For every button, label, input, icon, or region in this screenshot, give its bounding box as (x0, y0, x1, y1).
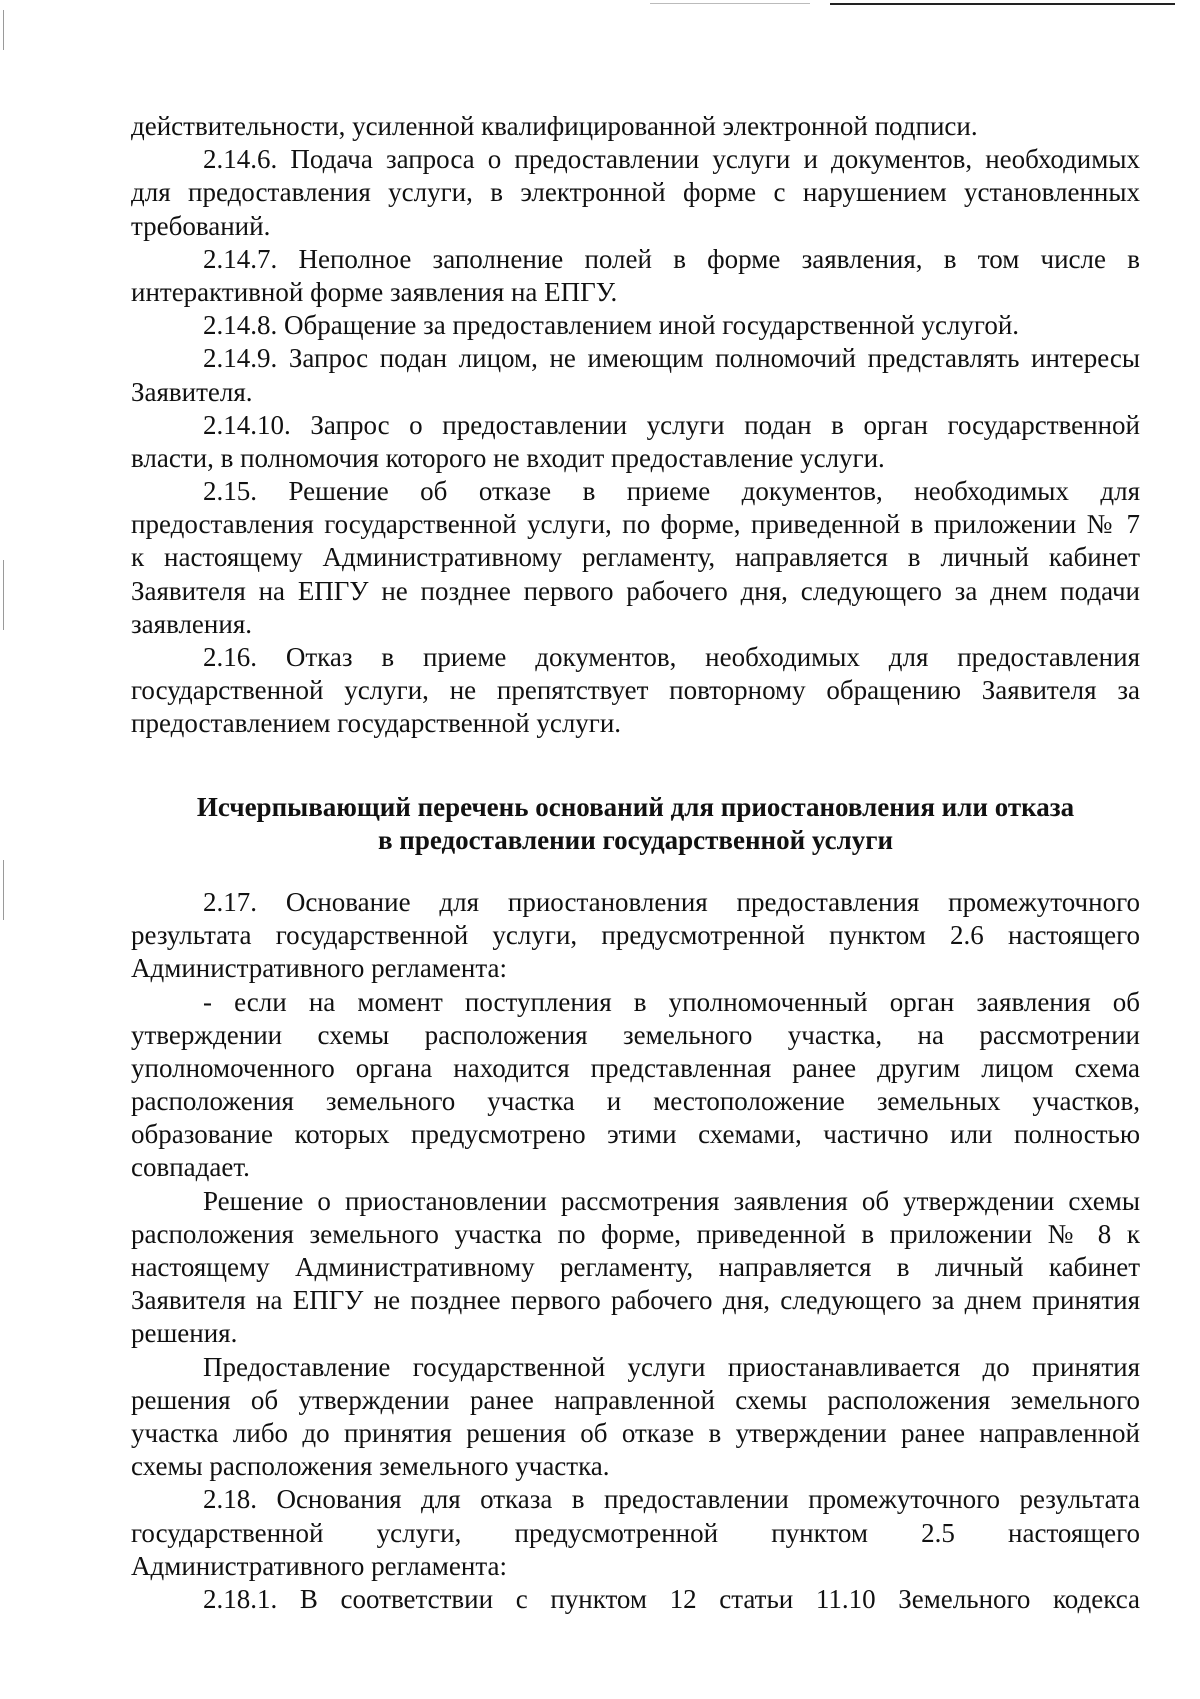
text-line: предоставлением государственной услуги. (131, 708, 622, 739)
text-line: настоящему Административному регламенту, направляется в личный кабинет (131, 1252, 1140, 1282)
text-line: 2.18.1. В соответствии с пунктом 12 статьи 11.10 Земельного кодекса (203, 1583, 1140, 1614)
text-line: Административного регламента: (131, 953, 507, 984)
text-line: 2.16. Отказ в приеме документов, необходимых для предоставления (203, 642, 1140, 672)
scan-edge-line (830, 3, 1175, 5)
text-line: участка либо до принятия решения об отказе в утверждении ранее направленной (131, 1417, 1140, 1448)
text-line: для предоставления услуги, в электронной форме с нарушением установленных (131, 177, 1140, 208)
text-line: Заявителя на ЕПГУ не позднее первого рабочего дня, следующего за днем подачи (131, 575, 1140, 606)
text-line: Административного регламента: (131, 1550, 507, 1581)
text-line: Заявителя на ЕПГУ не позднее первого рабочего дня, следующего за днем принятия (131, 1285, 1140, 1316)
text-line: образование которых предусмотрено этими схемами, частично или полностью (131, 1119, 1140, 1150)
text-line: государственной услуги, не препятствует повторному обращению Заявителя за (131, 675, 1140, 706)
text-line: решения. (131, 1318, 238, 1349)
scan-margin-mark (3, 860, 4, 920)
text-line: схемы расположения земельного участка. (131, 1451, 610, 1482)
text-line: требований. (131, 210, 271, 241)
text-line: действительности, усиленной квалифицированной электронной подписи. (131, 111, 978, 141)
text-line: 2.17. Основание для приостановления предоставления промежуточного (203, 886, 1140, 917)
text-line: решения об утверждении ранее направленной схемы расположения земельного (131, 1384, 1140, 1415)
text-line: к настоящему Административному регламенту, направляется в личный кабинет (131, 542, 1140, 573)
section-heading-line-2: в предоставлении государственной услуги (377, 824, 894, 855)
text-line: заявления. (131, 608, 252, 639)
text-line: утверждении схемы расположения земельного участка, на рассмотрении (131, 1019, 1140, 1050)
scan-margin-mark (3, 560, 4, 630)
section-suspension-grounds (131, 886, 1140, 1616)
scan-margin-mark (3, 10, 4, 50)
document-body (131, 110, 1140, 1616)
text-line: 2.18. Основания для отказа в предоставлении промежуточного результата (203, 1484, 1140, 1515)
text-line: 2.15. Решение об отказе в приеме документов, необходимых для (203, 476, 1140, 507)
text-line: интерактивной форме заявления на ЕПГУ. (131, 276, 618, 307)
scan-edge-line (650, 3, 810, 4)
text-line: Предоставление государственной услуги приостанавливается до принятия (203, 1351, 1140, 1382)
text-line: расположения земельного участка по форме, приведенной в приложении № 8 к (131, 1218, 1140, 1249)
text-line: предоставления государственной услуги, по форме, приведенной в приложении № 7 (131, 509, 1140, 540)
text-line: Заявителя. (131, 376, 253, 407)
section-heading-line-1: Исчерпывающий перечень оснований для приостановления или отказа (196, 791, 1075, 822)
text-line: 2.14.8. Обращение за предоставлением иной государственной услугой. (203, 310, 1020, 341)
text-line: власти, в полномочия которого не входит предоставление услуги. (131, 442, 885, 473)
text-line: - если на момент поступления в уполномоченный орган заявления об (203, 986, 1140, 1017)
section-rejection-grounds (131, 110, 1140, 741)
text-line: 2.14.9. Запрос подан лицом, не имеющим полномочий представлять интересы (203, 343, 1140, 374)
text-line: уполномоченного органа находится представленная ранее другим лицом схема (131, 1052, 1140, 1083)
text-line: государственной услуги, предусмотренной пунктом 2.5 настоящего (131, 1517, 1140, 1548)
text-line: расположения земельного участка и местоположение земельных участков, (131, 1086, 1140, 1117)
text-line: 2.14.7. Неполное заполнение полей в форме заявления, в том числе в (203, 243, 1140, 274)
text-line: 2.14.6. Подача запроса о предоставлении услуги и документов, необходимых (203, 144, 1140, 175)
text-line: совпадает. (131, 1152, 250, 1183)
text-line: результата государственной услуги, предусмотренной пунктом 2.6 настоящего (131, 920, 1140, 951)
text-line: Решение о приостановлении рассмотрения заявления об утверждении схемы (203, 1185, 1140, 1216)
text-line: 2.14.10. Запрос о предоставлении услуги подан в орган государственной (203, 409, 1140, 440)
